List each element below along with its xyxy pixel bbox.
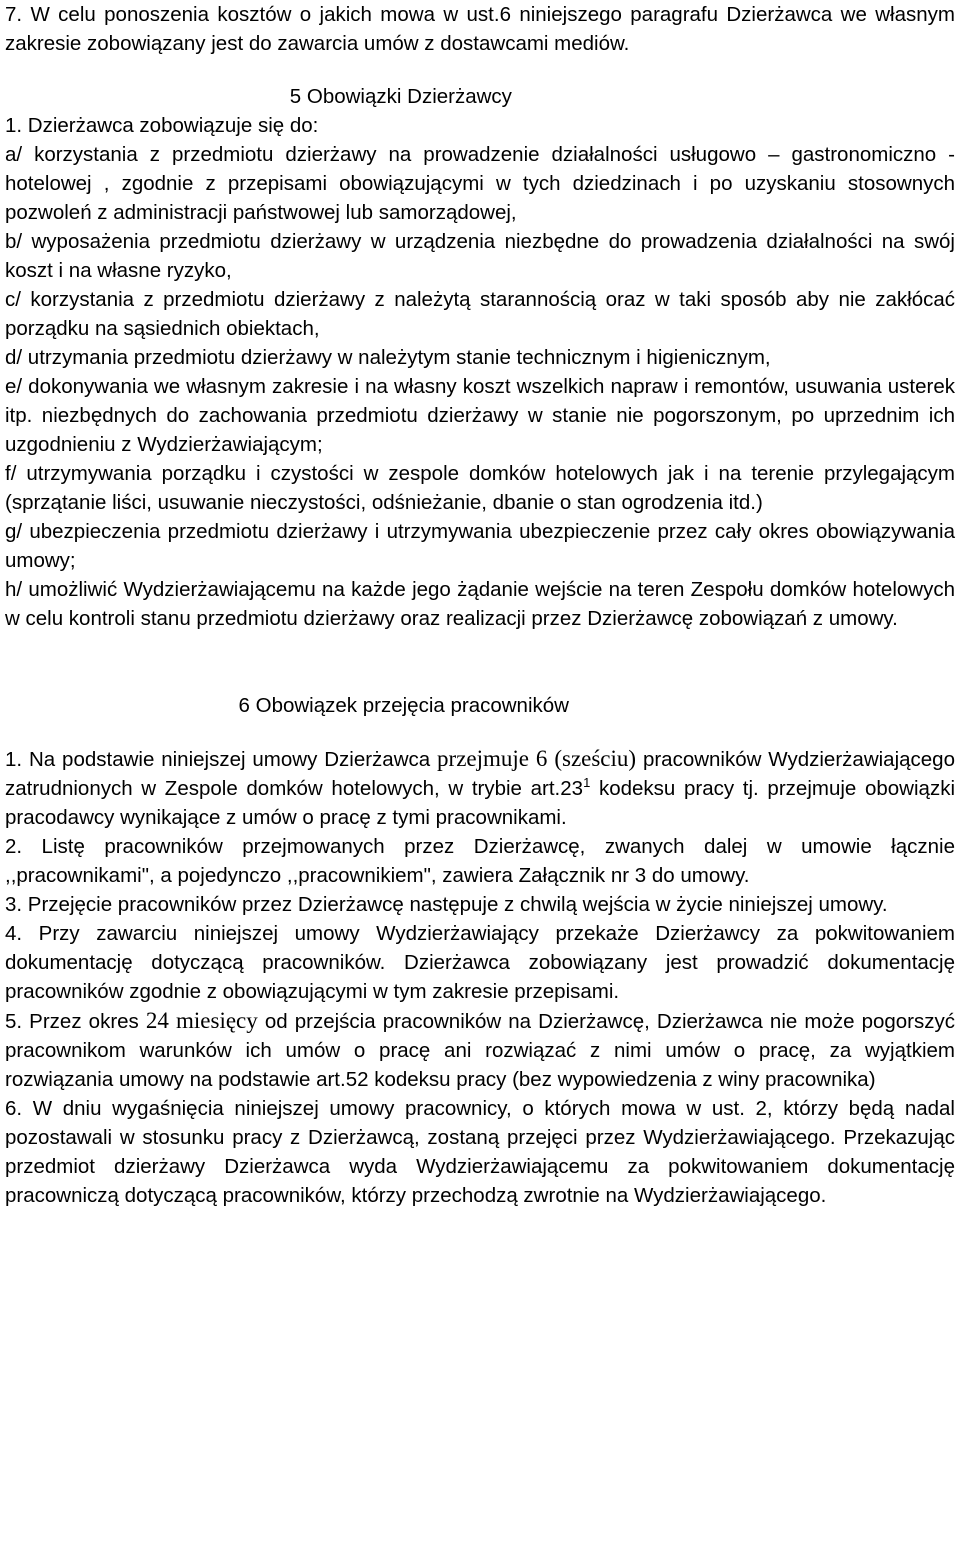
section-5-item-b: b/ wyposażenia przedmiotu dzierżawy w urządzenia niezbędne do prowadzenia działalności na swój koszt i na własne ryzyko,	[5, 230, 955, 282]
section-6-heading	[5, 691, 955, 720]
text-run: od przejścia pracowników na Dzierżawcę, Dzierżawca nie może pogorszyć pracownikom warunków ich umów o pracę ani rozwiązać z nimi umów o pracę, za wyjątkiem rozwiązania umowy na podstawie art.52 kodeksu pracy (bez wypowiedzenia z winy pracownika)	[5, 1010, 955, 1091]
section-5-heading-text: 5 Obowiązki Dzierżawcy	[289, 85, 512, 108]
section-5-item-a: a/ korzystania z przedmiotu dzierżawy na prowadzenie działalności usługowo – gastronomiczno - hotelowej , zgodnie z przepisami obowiązującymi w tych dziedzinach i po uzyskaniu stosownych pozwoleń z administracji państwowej lub samorządowej,	[5, 143, 955, 224]
section-6-point-6: 6. W dniu wygaśnięcia niniejszej umowy pracownicy, o których mowa w ust. 2, którzy będą nadal pozostawali w stosunku pracy z Dzierżawcą, zostaną przejęci przez Wydzierżawiającego. Przekazując przedmiot dzierżawy Dzierżawca wyda Wydzierżawiającemu za pokwitowaniem dokumentację pracowniczą dotyczącą pracowników, którzy przechodzą zwrotnie na Wydzierżawiającego.	[5, 1097, 955, 1207]
text-run: pracowników Wydzierżawiającego zatrudnionych w Zespole domków hotelowych, w trybie art.23	[5, 748, 955, 800]
spacer	[5, 720, 955, 744]
section-6-point-3: 3. Przejęcie pracowników przez Dzierżawcę następuje z chwilą wejścia w życie niniejszej umowy.	[5, 893, 888, 916]
text-run: kodeksu pracy tj. przejmuje obowiązki pracodawcy wynikające z umów o pracę z tymi pracownikami.	[5, 777, 955, 829]
section-5-item-d: d/ utrzymania przedmiotu dzierżawy w należytym stanie technicznym i higienicznym,	[5, 346, 771, 369]
superscript: 1	[583, 775, 591, 790]
section-5-item-f: f/ utrzymywania porządku i czystości w zespole domków hotelowych jak i na terenie przylegającym (sprzątanie liści, usuwanie nieczystości, odśnieżanie, dbanie o stan ogrodzenia itd.)	[5, 462, 955, 514]
section-6-point-4: 4. Przy zawarciu niniejszej umowy Wydzierżawiający przekaże Dzierżawcy za pokwitowaniem dokumentację dotyczącą pracowników. Dzierżawca zobowiązany jest prowadzić dokumentację pracowników zgodnie z obowiązującymi w tym zakresie przepisami.	[5, 922, 955, 1003]
section-5-point-1: 1. Dzierżawca zobowiązuje się do:	[5, 114, 319, 137]
document-page	[5, 0, 955, 1210]
section-6-heading-text: 6 Obowiązek przejęcia pracowników	[238, 694, 569, 717]
spacer	[5, 633, 955, 691]
text-run: 1. Na podstawie niniejszej umowy Dzierżawca	[5, 748, 438, 771]
section-5-item-g: g/ ubezpieczenia przedmiotu dzierżawy i utrzymywania ubezpieczenie przez cały okres obowiązywania umowy;	[5, 520, 955, 572]
section-5-item-h: h/ umożliwić Wydzierżawiającemu na każde jego żądanie wejście na teren Zespołu domków hotelowych w celu kontroli stanu przedmiotu dzierżawy oraz realizacji przez Dzierżawcę zobowiązań z umowy.	[5, 578, 955, 630]
paragraph-7: 7. W celu ponoszenia kosztów o jakich mowa w ust.6 niniejszego paragrafu Dzierżawca we własnym zakresie zobowiązany jest do zawarcia umów z dostawcami mediów.	[5, 3, 955, 55]
section-6-point-2: 2. Listę pracowników przejmowanych przez Dzierżawcę, zwanych dalej w umowie łącznie ,,pracownikami", a pojedynczo ,,pracownikiem", zawiera Załącznik nr 3 do umowy.	[5, 835, 955, 887]
section-5-heading	[5, 82, 955, 111]
text-run-serif: 24 miesięcy	[145, 1008, 258, 1033]
text-run: 5. Przez okres	[5, 1010, 146, 1033]
section-5-item-e: e/ dokonywania we własnym zakresie i na własny koszt wszelkich napraw i remontów, usuwania usterek itp. niezbędnych do zachowania przedmiotu dzierżawy w stanie nie pogorszonym, po uprzednim ich uzgodnieniu z Wydzierżawiającym;	[5, 375, 955, 456]
section-6-point-1	[5, 744, 955, 832]
text-run-serif: przejmuje 6 (sześciu)	[437, 746, 637, 771]
spacer	[5, 58, 955, 82]
section-6-point-5	[5, 1006, 955, 1094]
section-5-item-c: c/ korzystania z przedmiotu dzierżawy z należytą starannością oraz w taki sposób aby nie zakłócać porządku na sąsiednich obiektach,	[5, 288, 955, 340]
